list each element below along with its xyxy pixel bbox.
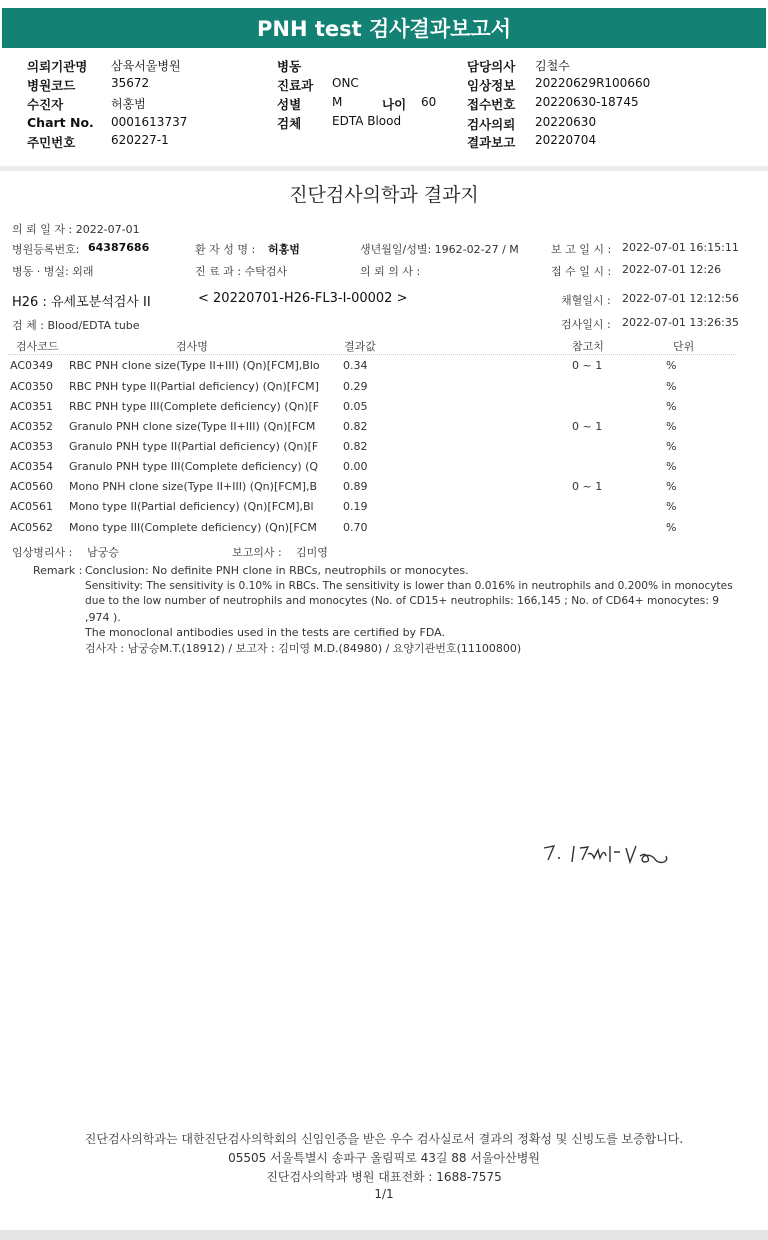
table-row <box>0 480 768 500</box>
reporting-doctor-name: 김미영 <box>296 546 328 559</box>
page-bottom-bar <box>0 1230 768 1240</box>
row-name: Mono type II(Partial deficiency) (Qn)[FCM],Bl <box>69 500 314 513</box>
signature-image <box>540 834 690 874</box>
row-unit: % <box>666 440 677 453</box>
patient-name-value: 허홍범 <box>268 243 300 256</box>
receipt-datetime: 2022-07-01 12:26 <box>622 263 722 276</box>
row-code: AC0351 <box>10 400 54 413</box>
row-value: 0.82 <box>343 420 368 433</box>
table-row <box>0 420 768 440</box>
row-code: AC0353 <box>10 440 54 453</box>
remark-text <box>85 563 745 656</box>
row-value: 0.05 <box>343 400 368 413</box>
row-ref: 0 ~ 1 <box>572 420 603 433</box>
table-row <box>0 521 768 541</box>
remark-line: Sensitivity: The sensitivity is 0.10% in RBCs. The sensitivity is lower than 0.016% in neutrophils and 0.200% in monocytes <box>85 579 733 592</box>
birth-sex: 생년월일/성별: 1962-02-27 / M <box>360 243 519 256</box>
header-value-resident-no: 620227-1 <box>111 133 169 147</box>
patient-name-label: 환 자 성 명 : <box>195 243 256 256</box>
report-datetime-label: 보 고 일 시 : <box>551 243 612 256</box>
clinical-technologist-name: 남궁승 <box>87 546 119 559</box>
accession-number: < 20220701-H26-FL3-I-00002 > <box>198 291 408 306</box>
header-label-hospital-code: 병원코드 <box>27 78 76 93</box>
test-datetime-label: 검사일시 : <box>561 318 611 331</box>
row-code: AC0561 <box>10 500 54 513</box>
remark-line: ,974 ). <box>85 610 121 624</box>
table-row <box>0 400 768 420</box>
receipt-datetime-label: 접 수 일 시 : <box>551 265 612 278</box>
header-label-result-report: 결과보고 <box>467 135 516 150</box>
col-name: 검사명 <box>176 340 208 353</box>
row-ref: 0 ~ 1 <box>572 359 603 372</box>
header-label-org: 의뢰기관명 <box>27 59 88 74</box>
table-row <box>0 500 768 520</box>
header-value-receipt-no: 20220630-18745 <box>535 95 639 109</box>
row-name: Granulo PNH clone size(Type II+III) (Qn)[FCM <box>69 420 316 433</box>
header-label-doctor: 담당의사 <box>467 59 516 74</box>
row-ref: 0 ~ 1 <box>572 480 603 493</box>
report-title-banner: PNH test 검사결과보고서 <box>2 8 766 48</box>
col-code: 검사코드 <box>16 340 59 353</box>
row-code: AC0354 <box>10 460 54 473</box>
collection-datetime-label: 채혈일시 : <box>561 294 611 307</box>
row-value: 0.82 <box>343 440 368 453</box>
row-unit: % <box>666 500 677 513</box>
requesting-doctor: 의 뢰 의 사 : <box>360 265 421 278</box>
row-unit: % <box>666 521 677 534</box>
header-label-patient: 수진자 <box>27 97 64 112</box>
result-table-header <box>8 336 736 355</box>
row-unit: % <box>666 420 677 433</box>
row-code: AC0562 <box>10 521 54 534</box>
remark-label: Remark : <box>33 564 83 577</box>
remark-line: The monoclonal antibodies used in the tests are certified by FDA. <box>85 626 445 639</box>
header-label-clinical-info: 임상정보 <box>467 78 516 93</box>
header-value-request: 20220630 <box>535 115 597 129</box>
header-label-receipt-no: 접수번호 <box>467 97 516 112</box>
row-value: 0.29 <box>343 380 368 393</box>
col-value: 결과값 <box>344 340 376 353</box>
specimen-type: 검 체 : Blood/EDTA tube <box>12 319 140 332</box>
table-row <box>0 440 768 460</box>
header-value-specimen: EDTA Blood <box>332 114 402 128</box>
clinical-technologist-label: 임상병리사 : <box>12 546 73 559</box>
table-row <box>0 380 768 400</box>
row-code: AC0560 <box>10 480 54 493</box>
row-code: AC0352 <box>10 420 54 433</box>
header-value-result-report: 20220704 <box>535 133 597 147</box>
col-unit: 단위 <box>673 340 695 353</box>
header-value-doctor: 김철수 <box>535 59 570 73</box>
col-ref: 참고치 <box>572 340 604 353</box>
header-value-org: 삼육서울병원 <box>111 59 181 73</box>
remark-line: due to the low number of neutrophils and monocytes (No. of CD15+ neutrophils: 166,145 ; No. of CD64+ monocytes: 9 <box>85 595 720 607</box>
test-group: H26 : 유세포분석검사 II <box>12 295 151 310</box>
report-datetime: 2022-07-01 16:15:11 <box>622 241 739 254</box>
certification-notice: 진단검사의학과는 대한진단검사의학회의 신임인증을 받은 우수 검사실로서 결과의 정확성 및 신빙도를 보증합니다. <box>84 1132 684 1146</box>
row-unit: % <box>666 359 677 372</box>
test-datetime: 2022-07-01 13:26:35 <box>622 316 739 329</box>
header-value-clinical-info: 20220629R100660 <box>535 76 651 90</box>
header-value-sex: M <box>332 95 343 109</box>
header-value-dept: ONC <box>332 76 359 90</box>
reporting-doctor-label: 보고의사 : <box>232 546 282 559</box>
row-name: RBC PNH type II(Partial deficiency) (Qn)[FCM] <box>69 380 319 393</box>
document-title: 진단검사의학과 결과지 <box>289 184 479 206</box>
row-name: Granulo PNH type II(Partial deficiency) (Qn)[F <box>69 440 319 453</box>
row-code: AC0349 <box>10 359 54 372</box>
ward-room: 병동 · 병실: 외래 <box>12 265 94 278</box>
request-date: 의 뢰 일 자 : 2022-07-01 <box>12 223 140 236</box>
header-label-dept: 진료과 <box>277 78 314 93</box>
header-label-resident-no: 주민번호 <box>27 135 76 150</box>
row-value: 0.19 <box>343 500 368 513</box>
header-value-age: 60 <box>421 95 437 109</box>
row-name: RBC PNH clone size(Type II+III) (Qn)[FCM],Blo <box>69 359 320 372</box>
row-value: 0.89 <box>343 480 368 493</box>
header-label-chart-no: Chart No. <box>27 115 94 130</box>
table-row <box>0 460 768 480</box>
section-divider <box>0 166 768 171</box>
header-value-patient: 허홍범 <box>111 97 146 111</box>
reg-no-value: 64387686 <box>88 241 150 254</box>
row-unit: % <box>666 380 677 393</box>
hospital-address: 05505 서울특별시 송파구 올림픽로 43길 88 서울아산병원 <box>228 1151 540 1165</box>
header-label-age: 나이 <box>382 97 407 112</box>
row-code: AC0350 <box>10 380 54 393</box>
remark-line: Conclusion: No definite PNH clone in RBCs, neutrophils or monocytes. <box>85 564 469 577</box>
table-row <box>0 359 768 379</box>
header-label-specimen: 검체 <box>277 116 302 131</box>
row-name: Mono PNH clone size(Type II+III) (Qn)[FCM],B <box>69 480 318 493</box>
row-value: 0.70 <box>343 521 368 534</box>
row-name: RBC PNH type III(Complete deficiency) (Qn)[F <box>69 400 320 413</box>
page-number: 1/1 <box>374 1187 394 1201</box>
department-phone: 진단검사의학과 병원 대표전화 : 1688-7575 <box>266 1170 502 1184</box>
header-label-ward: 병동 <box>277 59 302 74</box>
dept-info: 진 료 과 : 수탁검사 <box>195 265 288 278</box>
row-unit: % <box>666 400 677 413</box>
collection-datetime: 2022-07-01 12:12:56 <box>622 292 739 305</box>
header-value-hospital-code: 35672 <box>111 76 150 90</box>
header-label-sex: 성별 <box>277 97 302 112</box>
row-name: Mono type III(Complete deficiency) (Qn)[FCM <box>69 521 317 534</box>
row-unit: % <box>666 480 677 493</box>
row-unit: % <box>666 460 677 473</box>
row-value: 0.34 <box>343 359 368 372</box>
remark-line: 검사자 : 남궁승M.T.(18912) / 보고자 : 김미영 M.D.(84980) / 요양기관번호(11100800) <box>85 641 522 655</box>
header-value-chart-no: 0001613737 <box>111 115 188 129</box>
header-label-request: 검사의뢰 <box>467 117 516 132</box>
reg-no-label: 병원등록번호: <box>12 243 80 256</box>
row-value: 0.00 <box>343 460 368 473</box>
row-name: Granulo PNH type III(Complete deficiency) (Q <box>69 460 319 473</box>
